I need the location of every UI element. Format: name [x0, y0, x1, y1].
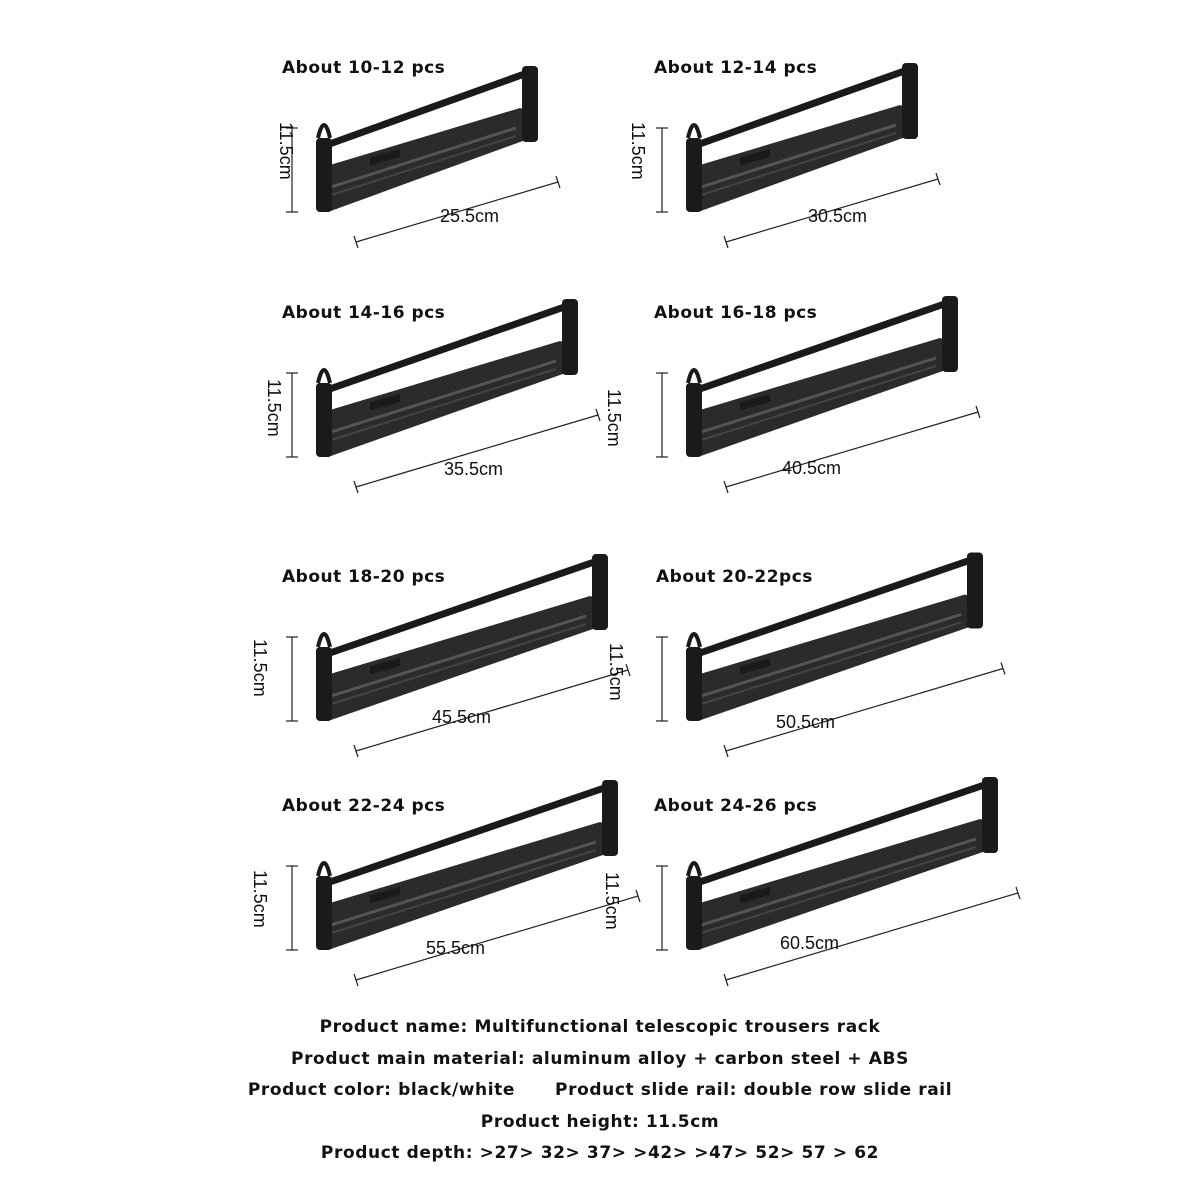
rack-slot — [698, 358, 936, 433]
height-label: 11.5cm — [276, 122, 296, 180]
height-label: 11.5cm — [264, 379, 284, 437]
rack-trough — [690, 105, 912, 212]
rack-body — [686, 553, 983, 722]
rack-body — [686, 63, 918, 212]
height-dimension — [286, 373, 298, 457]
capacity-title: About 12-14 pcs — [654, 58, 818, 78]
rack-cell-8 — [602, 796, 1190, 1046]
spec-name: Product name: Multifunctional telescopic trousers rack — [319, 1017, 881, 1037]
rack-illustration — [630, 303, 1190, 553]
height-dimension — [656, 866, 668, 950]
height-label: 11.5cm — [604, 389, 624, 447]
rack-cell-6 — [606, 567, 1190, 817]
height-dimension — [656, 373, 668, 457]
height-label: 11.5cm — [250, 870, 270, 928]
rack-cell-4 — [604, 303, 1190, 553]
rack-slot — [328, 842, 596, 926]
rack-slot — [698, 839, 976, 926]
height-label: 11.5cm — [602, 872, 622, 930]
capacity-title: About 20-22pcs — [656, 567, 813, 587]
rack-body — [316, 66, 538, 212]
height-dimension — [656, 637, 668, 721]
rack-handle — [688, 863, 700, 876]
length-label: 60.5cm — [780, 933, 840, 953]
rack-body — [686, 777, 998, 950]
length-label: 45.5cm — [432, 707, 492, 727]
spec-material: Product main material: aluminum alloy + carbon steel + ABS — [291, 1048, 909, 1069]
rack-slot — [328, 616, 586, 697]
spec-depth: Product depth: >27> 32> 37> >42> >47> 52> 57 > 62 — [320, 1143, 880, 1163]
length-label: 35.5cm — [444, 459, 504, 479]
length-label: 30.5cm — [808, 206, 868, 226]
rack-slot — [698, 847, 976, 934]
height-dimension — [286, 866, 298, 950]
length-label: 55.5cm — [426, 938, 486, 958]
rack-trough — [690, 819, 992, 950]
capacity-title: About 22-24 pcs — [282, 796, 446, 816]
rack-handle — [688, 634, 700, 647]
capacity-title: About 18-20 pcs — [282, 567, 446, 587]
rack-handle — [318, 634, 330, 647]
rack-trough — [320, 341, 572, 457]
height-dimension — [286, 637, 298, 721]
length-label: 25.5cm — [440, 206, 500, 226]
rack-body — [316, 780, 618, 950]
rack-trough — [320, 108, 532, 212]
height-label: 11.5cm — [250, 639, 270, 697]
spec-color: Product color: black/white — [247, 1080, 516, 1100]
height-label: 11.5cm — [628, 122, 648, 180]
spec-color-rail-row — [0, 1075, 1200, 1107]
rack-handle — [318, 863, 330, 876]
rack-handle — [318, 370, 330, 383]
height-dimension — [656, 128, 668, 212]
rack-body — [686, 296, 958, 457]
spec-height: Product height: 11.5cm — [480, 1111, 720, 1132]
spec-slide-rail: Product slide rail: double row slide rail — [555, 1080, 953, 1100]
rack-trough — [690, 338, 952, 457]
rack-trough — [320, 596, 602, 721]
capacity-title: About 10-12 pcs — [282, 58, 446, 78]
rack-trough — [320, 822, 612, 950]
rack-slot — [328, 361, 556, 433]
height-label: 11.5cm — [606, 643, 626, 701]
length-label: 40.5cm — [782, 458, 842, 478]
product-specs — [0, 1012, 1200, 1170]
rack-cell-2 — [630, 58, 1190, 308]
rack-trough — [690, 595, 977, 722]
rack-body — [316, 554, 608, 721]
rack-handle — [688, 370, 700, 383]
capacity-title: About 14-16 pcs — [282, 303, 446, 323]
length-label: 50.5cm — [776, 712, 836, 732]
capacity-title: About 24-26 pcs — [654, 796, 818, 816]
rack-illustration — [630, 567, 1190, 817]
rack-illustration — [630, 58, 1190, 308]
capacity-title: About 16-18 pcs — [654, 303, 818, 323]
rack-handle — [318, 125, 330, 138]
rack-illustration — [630, 796, 1190, 1046]
rack-body — [316, 299, 578, 457]
rack-handle — [688, 125, 700, 138]
rack-slot — [698, 615, 961, 698]
